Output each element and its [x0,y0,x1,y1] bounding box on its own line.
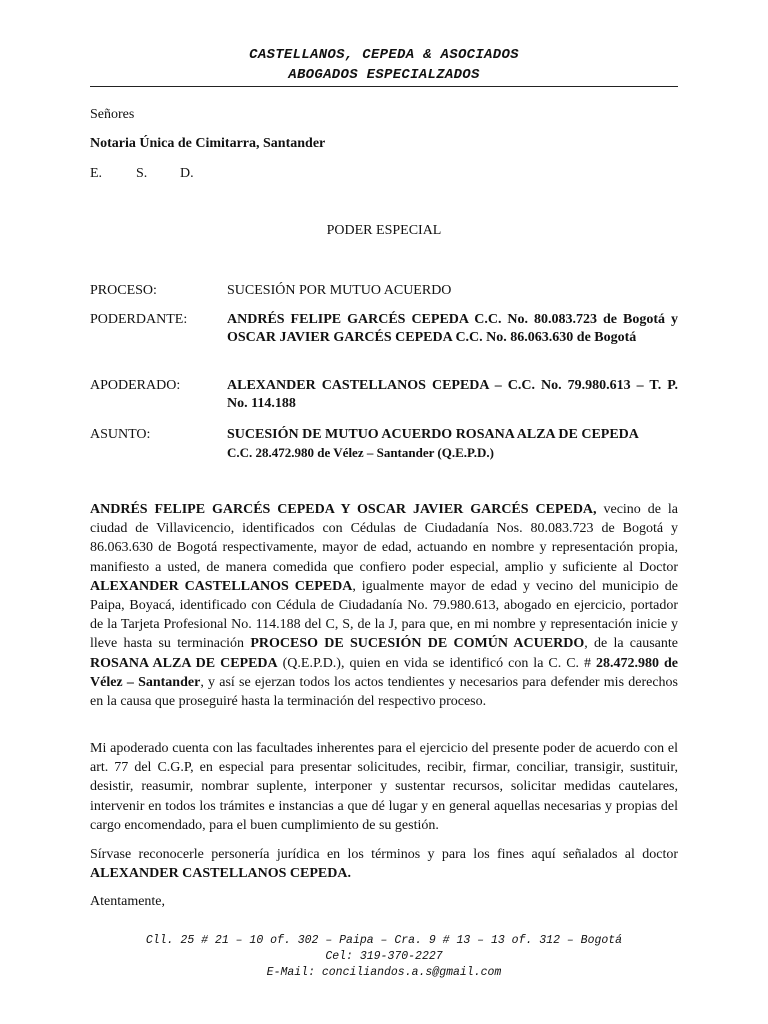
paragraph-text: Sírvase reconocerle personería jurídica en los términos y para los fines aquí señalados al doctor [90,847,678,862]
paragraph-text: vecino de la ciudad de Villavicencio, identificados con Cédulas de Ciudadanía Nos. 80.083.723 de Bogotá y 86.063.630 de Bogotá respectivamente, mayor de edad, actuando en nombre y representación propia, manifiesto a usted, de manera comedida que confiero poder especial, amplio y suficiente al Doctor [90,502,678,575]
document-page [90,0,678,1024]
poderdante-label: PODERDANTE: [90,312,188,327]
letterhead [90,45,678,85]
footer-address: Cll. 25 # 21 – 10 of. 302 – Paipa – Cra. 9 # 13 – 13 of. 312 – Bogotá [145,934,623,947]
apoderado-label: APODERADO: [90,378,181,393]
header-divider [90,86,678,87]
paragraph-text: , igualmente mayor de edad y vecino del municipio de Paipa, Boyacá, identificado con Cédula de Ciudadanía No. 79.980.613, abogado en ejercicio, portador de la Tarjeta Profesional No. 114.188 del C, S, de la J, para que, en mi nombre y representación inicie y lleve hasta su terminación [90,578,678,652]
causante-id: 28.472.980 de Vélez – Santander [90,655,678,690]
firm-name: CASTELLANOS, CEPEDA & ASOCIADOS [249,47,519,63]
footer [90,933,678,981]
proceso-value: SUCESIÓN POR MUTUO ACUERDO [227,283,452,298]
poderdante-value: ANDRÉS FELIPE GARCÉS CEPEDA C.C. No. 80.083.723 de Bogotá y OSCAR JAVIER GARCÉS CEPEDA C.C. No. 86.063.630 de Bogotá [227,312,678,345]
footer-email: E-Mail: conciliandos.a.s@gmail.com [266,966,502,979]
apoderado-name-closing: ALEXANDER CASTELLANOS CEPEDA. [90,866,351,882]
esd-d: D. [180,166,194,181]
process-name: PROCESO DE SUCESIÓN DE COMÚN ACUERDO [250,636,585,652]
paragraph-text: , de la causante [584,636,679,652]
poderdantes-names: ANDRÉS FELIPE GARCÉS CEPEDA Y OSCAR JAVIER GARCÉS CEPEDA, [90,502,597,517]
body-paragraph-3 [90,845,678,883]
esd-s: S. [136,166,148,181]
asunto-value [227,426,678,462]
paragraph-text: (Q.E.P.D.), quien en vida se identificó con la C. C. # [277,655,597,671]
document-title: PODER ESPECIAL [326,223,442,238]
apoderado-name: ALEXANDER CASTELLANOS CEPEDA [90,578,353,594]
salutation: Señores [90,107,135,122]
paragraph-text: , y así se ejerzan todos los actos tendientes y necesarios para defender mis derechos en la causa que proseguiré hasta la terminación del respectivo proceso. [90,674,678,710]
firm-subtitle: ABOGADOS ESPECIALZADOS [288,67,480,83]
footer-phone: Cel: 319-370-2227 [325,950,443,963]
body-paragraph-1 [90,500,678,711]
asunto-label: ASUNTO: [90,427,151,442]
causante-name: ROSANA ALZA DE CEPEDA [90,655,278,671]
asunto-value-sub: C.C. 28.472.980 de Vélez – Santander (Q.E.P.D.) [227,445,494,460]
apoderado-value: ALEXANDER CASTELLANOS CEPEDA – C.C. No. 79.980.613 – T. P. No. 114.188 [227,378,678,411]
asunto-value-main: SUCESIÓN DE MUTUO ACUERDO ROSANA ALZA DE CEPEDA [227,427,639,442]
esd-e: E. [90,166,103,181]
addressee-entity: Notaria Única de Cimitarra, Santander [90,136,326,151]
closing: Atentamente, [90,894,166,909]
proceso-label: PROCESO: [90,283,157,298]
body-paragraph-2: Mi apoderado cuenta con las facultades inherentes para el ejercicio del presente poder de acuerdo con el art. 77 del C.G.P, en especial para presentar solicitudes, recibir, firmar, conciliar, transigir, sustituir, desistir, reasumir, nombrar suplente, interponer y sustentar recursos, solicitar medidas cautelares, intervenir en todos los trámites e instancias a que dé lugar y en general aquellas necesarias y propias del cargo encomendado, para el buen cumplimiento de su gestión. [90,741,678,833]
